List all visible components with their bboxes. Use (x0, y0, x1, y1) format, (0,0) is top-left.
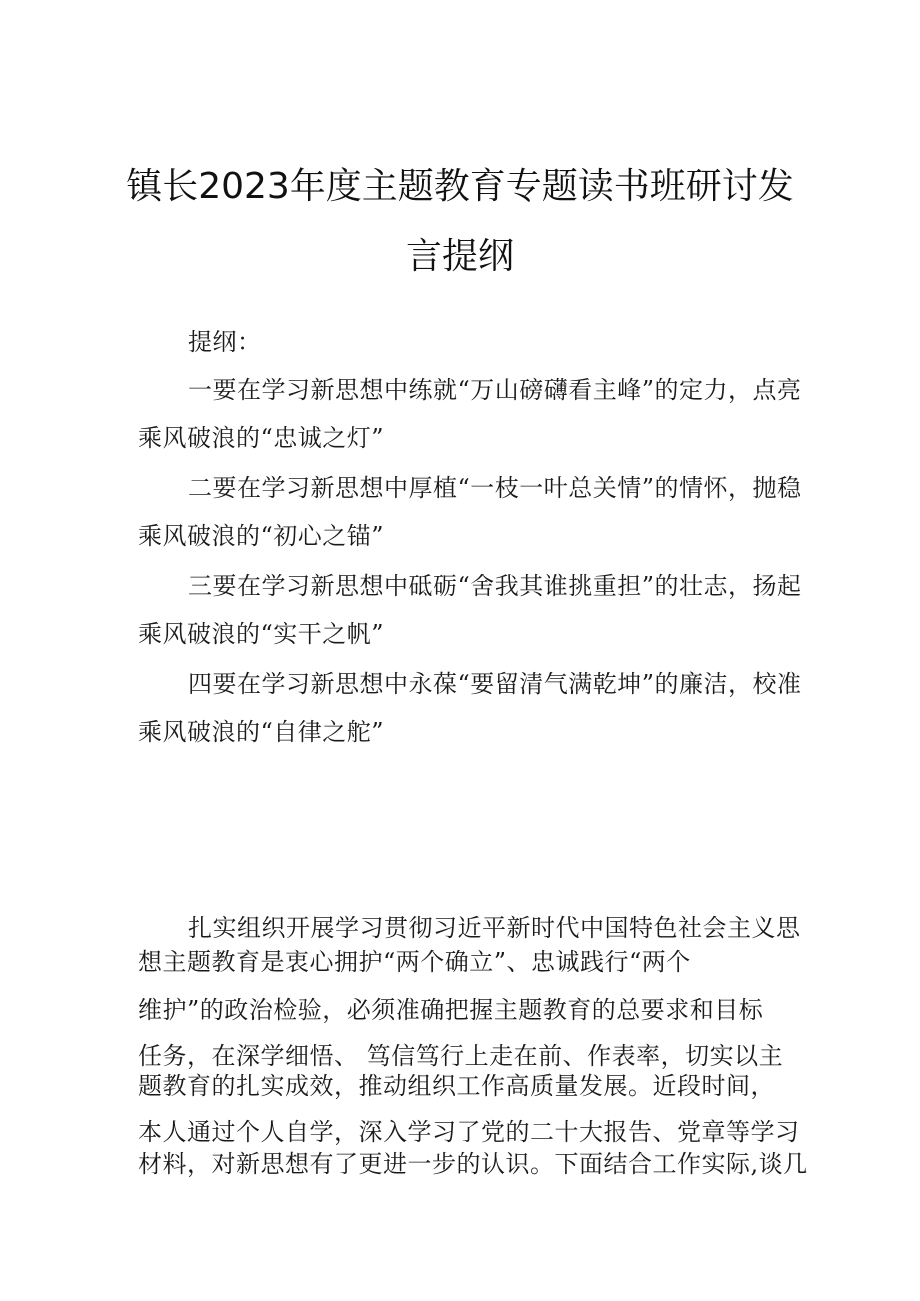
outline-item-3-line-2: 乘风破浪的“实干之帆” (138, 620, 385, 648)
outline-item-3-line-1: 三要在学习新思想中砥砺“舍我其谁挑重担”的壮志，扬起 (188, 572, 802, 600)
body-line-1: 扎实组织开展学习贯彻习近平新时代中国特色社会主义思 (188, 914, 801, 942)
document-title-line-1: 镇长2023年度主题教育专题读书班研讨发 (126, 166, 794, 207)
body-line-6: 本人通过个人自学，深入学习了党的二十大报告、党章等学习 (138, 1118, 800, 1146)
outline-label: 提纲： (188, 328, 262, 356)
document-title-line-2: 言提纲 (405, 236, 514, 277)
body-line-4: 任务，在深学细悟、 笃信笃行上走在前、作表率，切实以主 (138, 1042, 784, 1070)
body-line-5: 题教育的扎实成效，推动组织工作高质量发展。近段时间， (138, 1072, 775, 1100)
body-line-2: 想主题教育是衷心拥护“两个确立”、忠诚践行“两个 (138, 948, 691, 976)
outline-item-1-line-1: 一要在学习新思想中练就“万山磅礴看主峰”的定力，点亮 (188, 376, 802, 404)
outline-item-4-line-1: 四要在学习新思想中永葆“要留清气满乾坤”的廉洁，校准 (188, 670, 802, 698)
outline-item-4-line-2: 乘风破浪的“自律之舵” (138, 718, 385, 746)
body-line-3: 维护”的政治检验，必须准确把握主题教育的总要求和目标 (138, 996, 764, 1024)
body-line-7: 材料，对新思想有了更进一步的认识。下面结合工作实际,谈几 (138, 1150, 808, 1178)
outline-item-2-line-2: 乘风破浪的“初心之锚” (138, 522, 385, 550)
outline-item-1-line-2: 乘风破浪的“忠诚之灯” (138, 424, 385, 452)
outline-item-2-line-1: 二要在学习新思想中厚植“一枝一叶总关情”的情怀，抛稳 (188, 474, 802, 502)
